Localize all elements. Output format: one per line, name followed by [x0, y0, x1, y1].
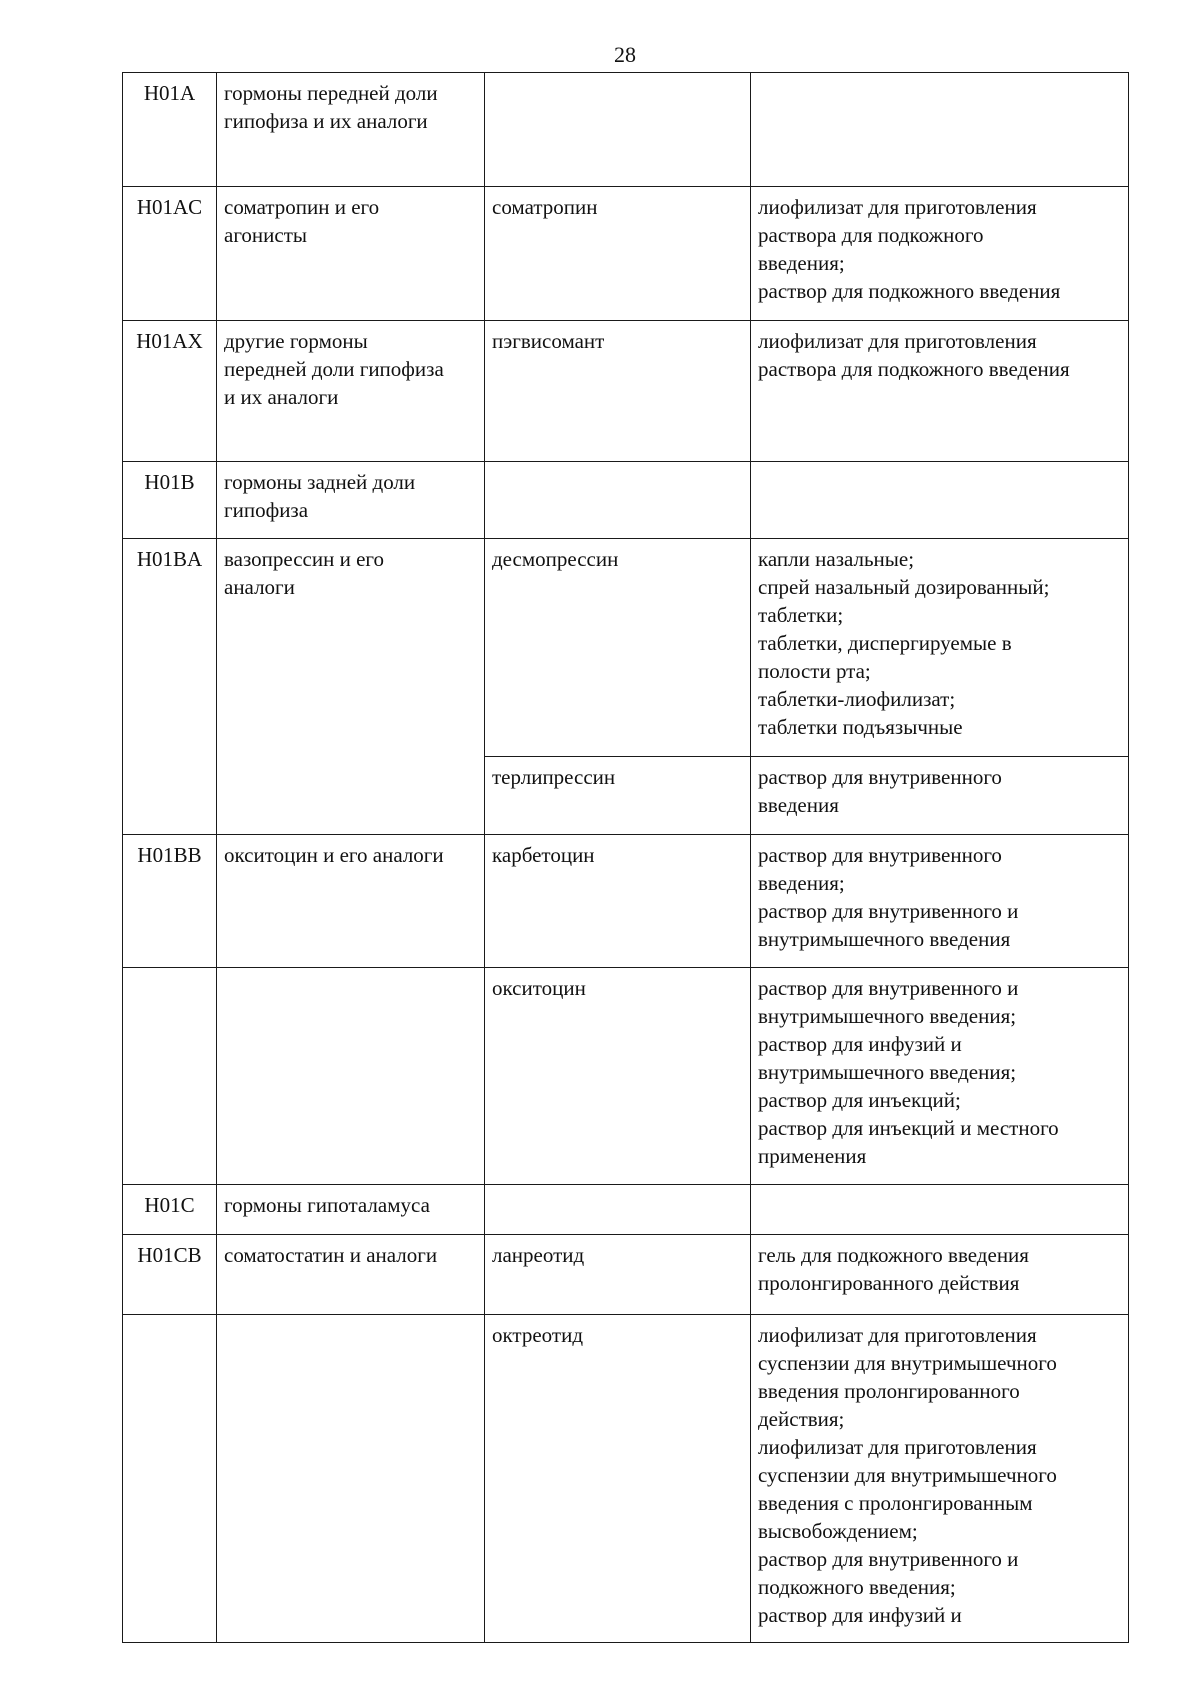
- atc-code: H01B: [123, 462, 217, 539]
- substance-name: октреотид: [485, 1315, 751, 1643]
- atc-code: [123, 757, 217, 835]
- atc-code: [123, 1315, 217, 1643]
- group-name: окситоцин и его аналоги: [217, 835, 485, 968]
- table-row: [123, 1185, 1129, 1235]
- group-name: соматропин и его агонисты: [217, 187, 485, 321]
- dosage-forms: раствор для внутривенного введения: [751, 757, 1129, 835]
- table-row: [123, 835, 1129, 968]
- atc-code: H01BA: [123, 539, 217, 757]
- group-name: гормоны передней доли гипофиза и их аналоги: [217, 73, 485, 187]
- dosage-forms: гель для подкожного введения пролонгированного действия: [751, 1235, 1129, 1315]
- substance-name: соматропин: [485, 187, 751, 321]
- atc-code: H01A: [123, 73, 217, 187]
- substance-name: [485, 462, 751, 539]
- group-name: соматостатин и аналоги: [217, 1235, 485, 1315]
- substance-name: карбетоцин: [485, 835, 751, 968]
- table-row: [123, 757, 1129, 835]
- dosage-forms: раствор для внутривенного и внутримышечного введения; раствор для инфузий и внутримышечного введения; раствор для инъекций; раствор для инъекций и местного применения: [751, 968, 1129, 1185]
- table-row: [123, 539, 1129, 757]
- atc-code: H01CB: [123, 1235, 217, 1315]
- group-name: [217, 757, 485, 835]
- table-row: [123, 1235, 1129, 1315]
- substance-name: [485, 1185, 751, 1235]
- dosage-forms: [751, 73, 1129, 187]
- substance-name: ланреотид: [485, 1235, 751, 1315]
- dosage-forms: [751, 1185, 1129, 1235]
- atc-code: H01AX: [123, 321, 217, 462]
- table-row: [123, 73, 1129, 187]
- page-number: 28: [614, 42, 636, 67]
- group-name: гормоны задней доли гипофиза: [217, 462, 485, 539]
- substance-name: пэгвисомант: [485, 321, 751, 462]
- dosage-forms: лиофилизат для приготовления суспензии для внутримышечного введения пролонгированного действия; лиофилизат для приготовления суспензии для внутримышечного введения с пролонгированным высвобождением; раствор для внутривенного и подкожного введения; раствор для инфузий и: [751, 1315, 1129, 1643]
- group-name: гормоны гипоталамуса: [217, 1185, 485, 1235]
- dosage-forms: лиофилизат для приготовления раствора для подкожного введения: [751, 321, 1129, 462]
- group-name: вазопрессин и его аналоги: [217, 539, 485, 757]
- group-name: [217, 1315, 485, 1643]
- atc-code: H01AC: [123, 187, 217, 321]
- atc-code: [123, 968, 217, 1185]
- atc-code: H01BB: [123, 835, 217, 968]
- group-name: другие гормоны передней доли гипофиза и их аналоги: [217, 321, 485, 462]
- atc-code: H01C: [123, 1185, 217, 1235]
- table-row: [123, 1315, 1129, 1643]
- medicines-table: [122, 72, 1129, 1643]
- substance-name: [485, 73, 751, 187]
- dosage-forms: [751, 462, 1129, 539]
- table-row: [123, 187, 1129, 321]
- substance-name: десмопрессин: [485, 539, 751, 757]
- dosage-forms: раствор для внутривенного введения; раствор для внутривенного и внутримышечного введения: [751, 835, 1129, 968]
- table-row: [123, 462, 1129, 539]
- table-row: [123, 968, 1129, 1185]
- table-row: [123, 321, 1129, 462]
- dosage-forms: капли назальные; спрей назальный дозированный; таблетки; таблетки, диспергируемые в полости рта; таблетки-лиофилизат; таблетки подъязычные: [751, 539, 1129, 757]
- group-name: [217, 968, 485, 1185]
- dosage-forms: лиофилизат для приготовления раствора для подкожного введения; раствор для подкожного введения: [751, 187, 1129, 321]
- substance-name: окситоцин: [485, 968, 751, 1185]
- substance-name: терлипрессин: [485, 757, 751, 835]
